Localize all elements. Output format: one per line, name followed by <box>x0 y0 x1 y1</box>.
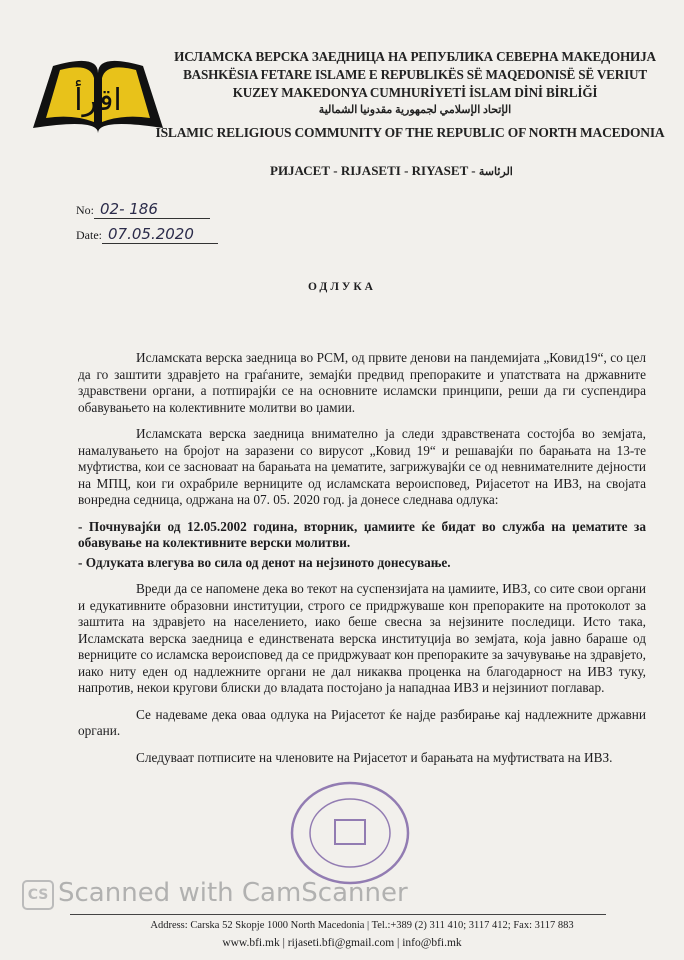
footer-address: Address: Carska 52 Skopje 1000 North Macedonia | Tel.:+389 (2) 311 410; 3117 412; Fax: 3117 883 <box>150 920 574 931</box>
date-field <box>76 225 218 244</box>
paragraph: Исламската верска заедница внимателно ја следи здравствената состојба во земјата, намалувањето на бројот на заразени со вирусот „Ковид 19“ и решавајќи по барањата на 13-те муфтиства, кои се засноваат на барањата на џематите, загрижувајќи се од невнимателните дејности на МПЦ, кои ги охрабриле верниците од исламската вероисповед, Ријасетот на ИВЗ, на својата вонредна седница, одржана на 07. 05. 2020 год. ја донесе следнава одлука: <box>78 426 646 507</box>
number-value: 02- 186 <box>94 200 210 219</box>
paragraph: Вреди да се напомене дека во текот на суспензијата на џамиите, ИВЗ, со сите свои органи и едукативните образовни институции, строго се придржуваше кон препораките на протоколот за заштита на здравјето на населението, иако беше свесна за нејзините последици. Исто така, Исламската верска заедница е единствената верска институција во земјата, која јавно бараше од верниците со исламска вероисповед да се придржуваат кон препораките за зачувување на здравјето, иако ниту еден од надлежните органи не дал никаква проценка на благодарност на ИВЗ туку, напротив, некои кругови блиски до владата постојано ја нападнаа ИВЗ и нејзиниот поглавар. <box>78 581 646 695</box>
rijaset-heading <box>270 163 513 179</box>
number-label: No: <box>76 203 94 217</box>
decision-item: - Почнувајќи од 12.05.2002 година, вторник, џамиите ќе бидат во служба на џематите за обавување на колективните верски молитви. <box>78 518 646 550</box>
document-body <box>78 350 646 776</box>
header-english: ISLAMIC RELIGIOUS COMMUNITY OF THE REPUBLIC OF NORTH MACEDONIA <box>155 125 665 140</box>
footer-divider <box>70 914 606 915</box>
rijaset-arabic: الرئاسة <box>478 166 513 178</box>
footer-contacts: www.bfi.mk | rijaseti.bfi@gmail.com | info@bfi.mk <box>222 937 462 949</box>
header-turkish: KUZEY MAKEDONYA CUMHURİYETİ İSLAM DİNİ BİRLİĞİ <box>232 85 598 100</box>
decision-item: - Одлуката влегува во сила од денот на нејзиното донесување. <box>78 554 451 570</box>
logo-text: اقرأ <box>74 83 122 118</box>
document-title: ОДЛУКА <box>308 281 376 293</box>
header-albanian: BASHKËSIA FETARE ISLAME E REPUBLIKËS SË MAQEDONISË SË VERIUT <box>183 67 647 82</box>
header-macedonian: ИСЛАМСКА ВЕРСКА ЗАЕДНИЦА НА РЕПУБЛИКА СЕВЕРНА МАКЕДОНИЈА <box>174 49 656 64</box>
header-arabic: الإتحاد الإسلامي لجمهورية مقدونيا الشمالية <box>318 104 512 116</box>
paragraph: Исламската верска заедница во РСМ, од првите денови на пандемијата „Ковид19“, со цел да го заштити здравјето на граѓаните, земајќи предвид препораките и упатствата на државните здравствени органи, а потпирајќи се на основните исламски принципи, реши да ги суспендира обавувањето на колективните молитви во џамии. <box>78 350 646 415</box>
camscanner-watermark: Scanned with CamScanner <box>58 878 408 908</box>
paragraph: Следуваат потписите на членовите на Ријасетот и барањата на муфтиствата на ИВЗ. <box>136 749 613 765</box>
paragraph: Се надеваме дека оваа одлука на Ријасетот ќе најде разбирање кај надлежните државни органи. <box>78 706 646 738</box>
camscanner-badge: CS <box>22 880 54 910</box>
rijaset-text: РИЈАСЕТ - RIJASETI - RIYASET - <box>270 163 479 178</box>
date-label: Date: <box>76 228 102 242</box>
date-value: 07.05.2020 <box>102 225 218 244</box>
official-stamp <box>285 778 415 888</box>
number-field <box>76 200 210 219</box>
